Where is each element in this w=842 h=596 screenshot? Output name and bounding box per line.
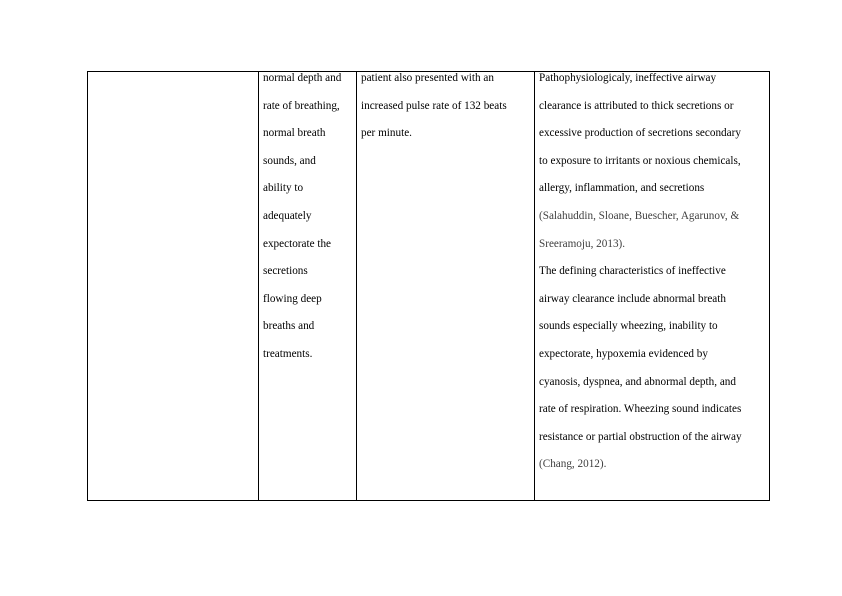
rationale-line: rate of respiration. Wheezing sound indicates	[539, 403, 742, 416]
outcome-line: ability to	[263, 182, 304, 195]
rationale-line: sounds especially wheezing, inability to	[539, 320, 718, 333]
outcome-line: rate of breathing,	[263, 99, 340, 112]
citation-line: Sreeramoju, 2013).	[539, 237, 626, 250]
care-plan-table	[87, 71, 770, 501]
outcome-line: normal breath	[263, 127, 326, 140]
assessment-line: patient also presented with an	[361, 72, 494, 84]
outcome-line: sounds, and	[263, 154, 316, 167]
table-row	[88, 72, 770, 501]
assessment-line: per minute.	[361, 127, 412, 140]
outcome-line: breaths and	[263, 320, 315, 333]
citation-line: (Chang, 2012).	[539, 458, 607, 471]
rationale-line: clearance is attributed to thick secretions or	[539, 99, 734, 112]
outcome-line: treatments.	[263, 347, 313, 360]
rationale-line: Pathophysiologicaly, ineffective airway	[539, 72, 717, 84]
rationale-line: expectorate, hypoxemia evidenced by	[539, 347, 708, 360]
outcome-line: secretions	[263, 265, 308, 278]
cell-outcome	[259, 72, 357, 501]
citation-line: (Salahuddin, Sloane, Buescher, Agarunov, &	[539, 209, 740, 222]
cell-empty	[88, 72, 259, 501]
rationale-line: allergy, inflammation, and secretions	[539, 182, 705, 195]
outcome-line: expectorate the	[263, 237, 332, 250]
assessment-line: increased pulse rate of 132 beats	[361, 99, 507, 112]
rationale-line: resistance or partial obstruction of the airway	[539, 430, 742, 443]
rationale-line: cyanosis, dyspnea, and abnormal depth, and	[539, 375, 736, 388]
rationale-line: to exposure to irritants or noxious chemicals,	[539, 154, 741, 167]
rationale-line: airway clearance include abnormal breath	[539, 292, 726, 305]
outcome-line: normal depth and	[263, 72, 342, 84]
rationale-line: excessive production of secretions secondary	[539, 127, 741, 140]
outcome-line: flowing deep	[263, 292, 322, 305]
rationale-line: The defining characteristics of ineffective	[539, 265, 726, 278]
cell-assessment	[357, 72, 535, 501]
cell-rationale	[535, 72, 770, 501]
outcome-line: adequately	[263, 209, 312, 222]
